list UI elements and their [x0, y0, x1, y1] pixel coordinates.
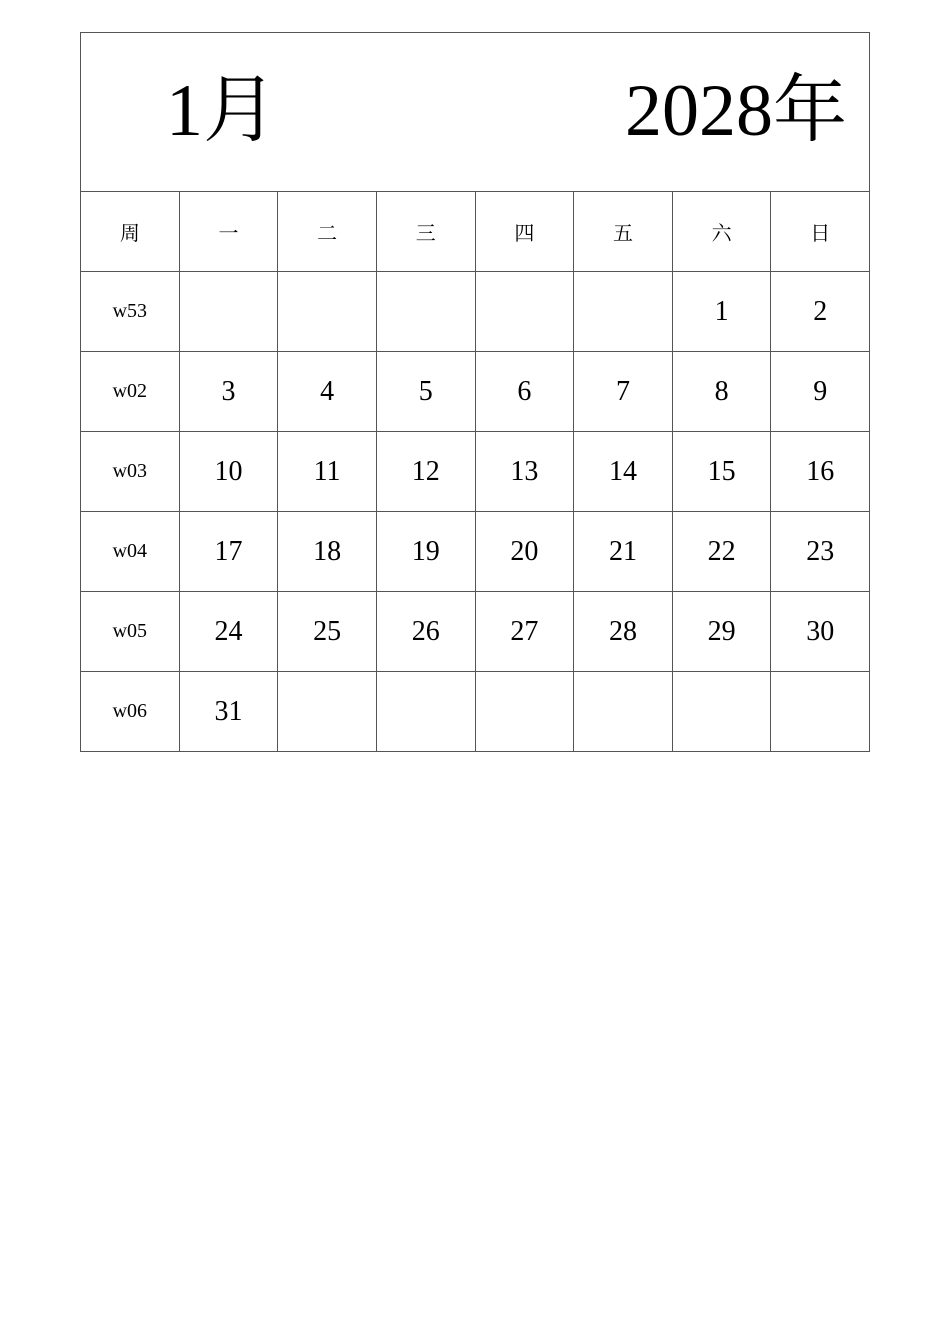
day-cell: 22: [672, 512, 771, 592]
weekday-header-tue: 二: [278, 192, 377, 272]
day-cell: 25: [278, 592, 377, 672]
day-cell: 10: [179, 432, 278, 512]
day-cell: [475, 272, 574, 352]
day-cell: 16: [771, 432, 870, 512]
week-row: [81, 672, 870, 752]
weekday-header-row: [81, 192, 870, 272]
day-cell: [574, 672, 673, 752]
day-cell: [376, 672, 475, 752]
week-row: [81, 352, 870, 432]
weekday-header-wed: 三: [376, 192, 475, 272]
day-cell: 20: [475, 512, 574, 592]
day-cell: 11: [278, 432, 377, 512]
day-cell: 21: [574, 512, 673, 592]
calendar-table: [80, 32, 870, 752]
day-cell: 4: [278, 352, 377, 432]
day-cell: 8: [672, 352, 771, 432]
day-cell: [278, 672, 377, 752]
day-cell: 23: [771, 512, 870, 592]
day-cell: [278, 272, 377, 352]
day-cell: 27: [475, 592, 574, 672]
day-cell: 24: [179, 592, 278, 672]
day-cell: 3: [179, 352, 278, 432]
day-cell: [574, 272, 673, 352]
day-cell: 17: [179, 512, 278, 592]
year-title: 2028年: [625, 70, 847, 152]
week-number: w05: [81, 592, 180, 672]
day-cell: 7: [574, 352, 673, 432]
week-number: w03: [81, 432, 180, 512]
day-cell: [475, 672, 574, 752]
day-cell: [672, 672, 771, 752]
week-row: [81, 432, 870, 512]
day-cell: 6: [475, 352, 574, 432]
day-cell: [376, 272, 475, 352]
week-row: [81, 592, 870, 672]
day-cell: 31: [179, 672, 278, 752]
weekday-header-sun: 日: [771, 192, 870, 272]
day-cell: 26: [376, 592, 475, 672]
day-cell: 12: [376, 432, 475, 512]
day-cell: 13: [475, 432, 574, 512]
day-cell: 15: [672, 432, 771, 512]
day-cell: 18: [278, 512, 377, 592]
day-cell: 28: [574, 592, 673, 672]
day-cell: 14: [574, 432, 673, 512]
day-cell: 1: [672, 272, 771, 352]
day-cell: [771, 672, 870, 752]
day-cell: 29: [672, 592, 771, 672]
week-number: w06: [81, 672, 180, 752]
day-cell: 9: [771, 352, 870, 432]
day-cell: 5: [376, 352, 475, 432]
day-cell: 30: [771, 592, 870, 672]
week-number: w02: [81, 352, 180, 432]
week-number: w53: [81, 272, 180, 352]
week-row: [81, 512, 870, 592]
weekday-header-fri: 五: [574, 192, 673, 272]
weekday-header-mon: 一: [179, 192, 278, 272]
weekday-header-sat: 六: [672, 192, 771, 272]
week-column-header: 周: [81, 192, 180, 272]
day-cell: [179, 272, 278, 352]
day-cell: 19: [376, 512, 475, 592]
week-row: [81, 272, 870, 352]
weekday-header-thu: 四: [475, 192, 574, 272]
day-cell: 2: [771, 272, 870, 352]
week-number: w04: [81, 512, 180, 592]
month-title: 1月: [166, 70, 277, 152]
calendar-title: [81, 33, 870, 192]
